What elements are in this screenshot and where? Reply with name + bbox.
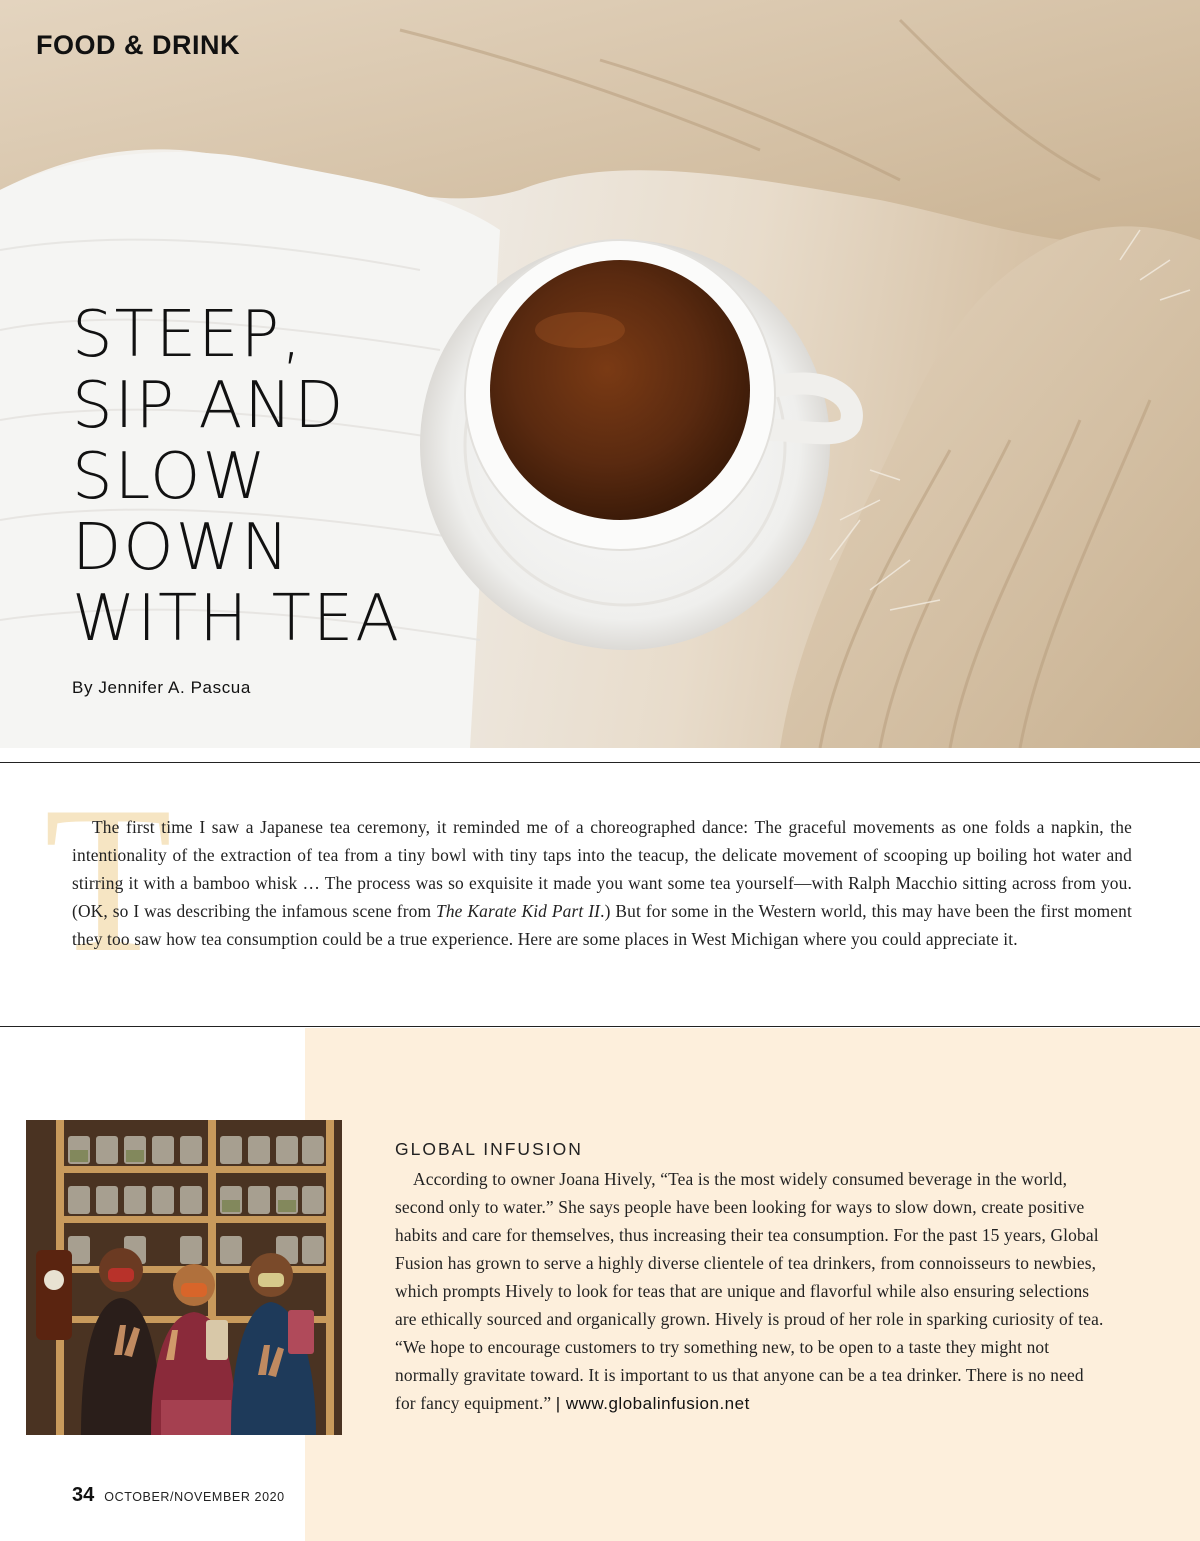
page-number: 34 — [72, 1484, 95, 1506]
hero-image — [0, 0, 1200, 748]
website-link[interactable]: www.globalinfusion.net — [565, 1394, 750, 1413]
section-label: FOOD & DRINK — [36, 30, 240, 60]
feature-heading: GLOBAL INFUSION — [395, 1139, 583, 1159]
intro-paragraph — [72, 813, 1132, 953]
top-divider — [0, 762, 1200, 763]
tea-shop-image — [26, 1120, 342, 1435]
bottom-divider — [0, 1026, 1200, 1027]
separator: | — [555, 1394, 566, 1413]
issue-date: OCTOBER/NOVEMBER 2020 — [104, 1490, 285, 1504]
film-title: The Karate Kid Part II — [436, 901, 601, 921]
headline-line: STEEP, — [72, 298, 304, 372]
drop-cap: T — [44, 764, 173, 996]
headline-line: WITH TEA — [72, 582, 402, 656]
article-headline — [72, 300, 512, 655]
byline: By Jennifer A. Pascua — [72, 678, 251, 697]
headline-line: DOWN — [72, 511, 291, 585]
feature-paragraph — [395, 1165, 1107, 1418]
intro-text-end: .) But for some in the Western world, this may have been the first moment they too saw how tea consumption could be a true experience. Here are some places in West Michigan where you could appreciate it. — [72, 901, 1132, 949]
page-folio — [72, 1484, 285, 1507]
intro-text: The first time I saw a Japanese tea ceremony, it reminded me of a choreographed dance: The graceful movements as one folds a napkin, the intentionality of the extraction of tea from a tiny bowl with tiny taps into the teacup, the delicate movement of scooping up boiling hot water and stirring it with a bamboo whisk … The process was so exquisite it made you want some tea yourself—with Ralph Macchio sitting across from you. (OK, so I was describing the infamous scene from — [72, 817, 1132, 921]
headline-line: SIP AND — [72, 369, 346, 443]
feature-text: According to owner Joana Hively, “Tea is the most widely consumed beverage in the world, second only to water.” She says people have been looking for ways to slow down, create positive habits and care for themselves, thus increasing their tea consumption. For the past 15 years, Global Fusion has grown to serve a highly diverse clientele of tea drinkers, from connoisseurs to newbies, which prompts Hively to look for teas that are unique and flavorful while also ensuring selections are ethically sourced and organically grown. Hively is proud of her role in sparking curiosity of tea. “We hope to encourage customers to try something new, to be open to a taste they might not normally gravitate toward. It is important to us that anyone can be a tea drinker. There is no need for fancy equipment.” — [395, 1169, 1104, 1413]
shop-photo — [26, 1120, 342, 1435]
headline-line: SLOW — [72, 440, 268, 514]
